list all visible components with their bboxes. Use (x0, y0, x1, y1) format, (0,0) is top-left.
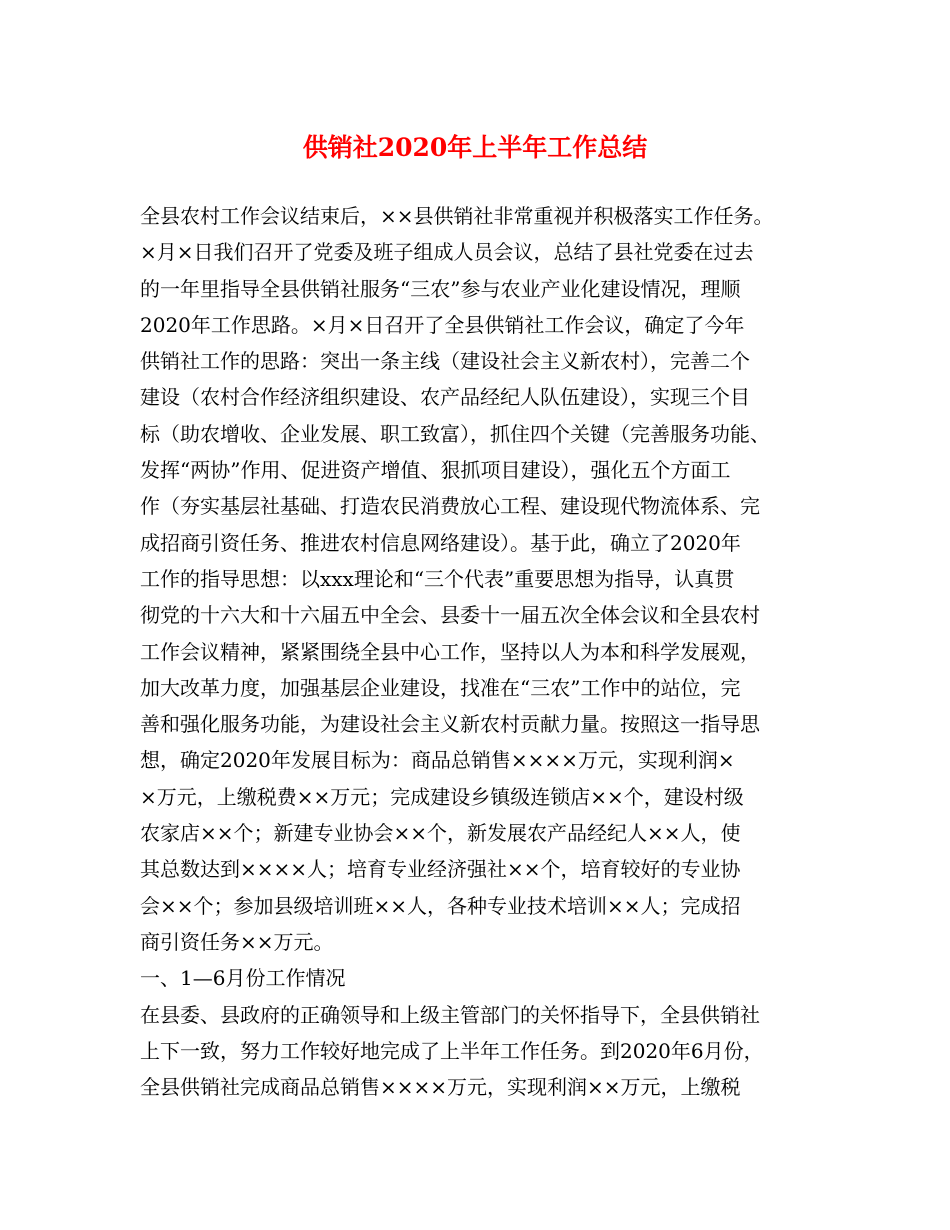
body-line: 其总数达到××××人；培育专业经济强社××个，培育较好的专业协 (140, 857, 741, 882)
body-line: 作（夯实基层社基础、打造农民消费放心工程、建设现代物流体系、完 (140, 494, 760, 519)
body-line: 农家店××个；新建专业协会××个，新发展农产品经纪人××人，使 (140, 821, 741, 846)
body-line: 商引资任务××万元。 (140, 929, 334, 954)
body-line: 成招商引资任务、推进农村信息网络建设）。基于此，确立了2020年 (140, 530, 741, 555)
body-line: 发挥“两协”作用、促进资产增值、狠抓项目建设），强化五个方面工 (140, 458, 731, 483)
body-line: 的一年里指导全县供销社服务“三农”参与农业产业化建设情况，理顺 (140, 276, 741, 301)
body-line: 建设（农村合作经济组织建设、农产品经纪人队伍建设），实现三个目 (140, 385, 750, 410)
body-line: 全县农村工作会议结束后，××县供销社非常重视并积极落实工作任务。 (140, 204, 774, 228)
body-line: 标（助农增收、企业发展、职工致富），抓住四个关键（完善服务功能、 (140, 421, 770, 446)
document-body (140, 198, 830, 1105)
body-line: 在县委、县政府的正确领导和上级主管部门的关怀指导下，全县供销社 (140, 1002, 760, 1027)
body-line: 工作会议精神，紧紧围绕全县中心工作，坚持以人为本和科学发展观， (140, 639, 760, 664)
body-line: 2020年工作思路。×月×日召开了全县供销社工作会议，确定了今年 (140, 312, 745, 337)
body-line: 供销社工作的思路：突出一条主线（建设社会主义新农村），完善二个 (140, 349, 750, 374)
body-line: 会××个；参加县级培训班××人，各种专业技术培训××人；完成招 (140, 893, 741, 918)
body-line: 想，确定2020年发展目标为：商品总销售××××万元，实现利润× (140, 748, 735, 773)
section-heading: 一、1—6月份工作情况 (140, 966, 346, 991)
body-line: 彻党的十六大和十六届五中全会、县委十一届五次全体会议和全县农村 (140, 603, 760, 628)
body-line: 全县供销社完成商品总销售××××万元，实现利润××万元，上缴税 (140, 1075, 741, 1100)
body-line: ×万元，上缴税费××万元；完成建设乡镇级连锁店××个，建设村级 (140, 784, 744, 809)
body-line: 加大改革力度，加强基层企业建设，找准在“三农”工作中的站位，完 (140, 675, 741, 700)
body-line: 工作的指导思想：以xxx理论和“三个代表”重要思想为指导，认真贯 (140, 566, 735, 591)
body-line: 上下一致，努力工作较好地完成了上半年工作任务。到2020年6月份， (140, 1038, 764, 1063)
document-title: 供销社2020年上半年工作总结 (302, 133, 648, 162)
body-line: 善和强化服务功能，为建设社会主义新农村贡献力量。按照这一指导思 (140, 712, 760, 737)
body-line: ×月×日我们召开了党委及班子组成人员会议，总结了县社党委在过去 (140, 240, 754, 265)
